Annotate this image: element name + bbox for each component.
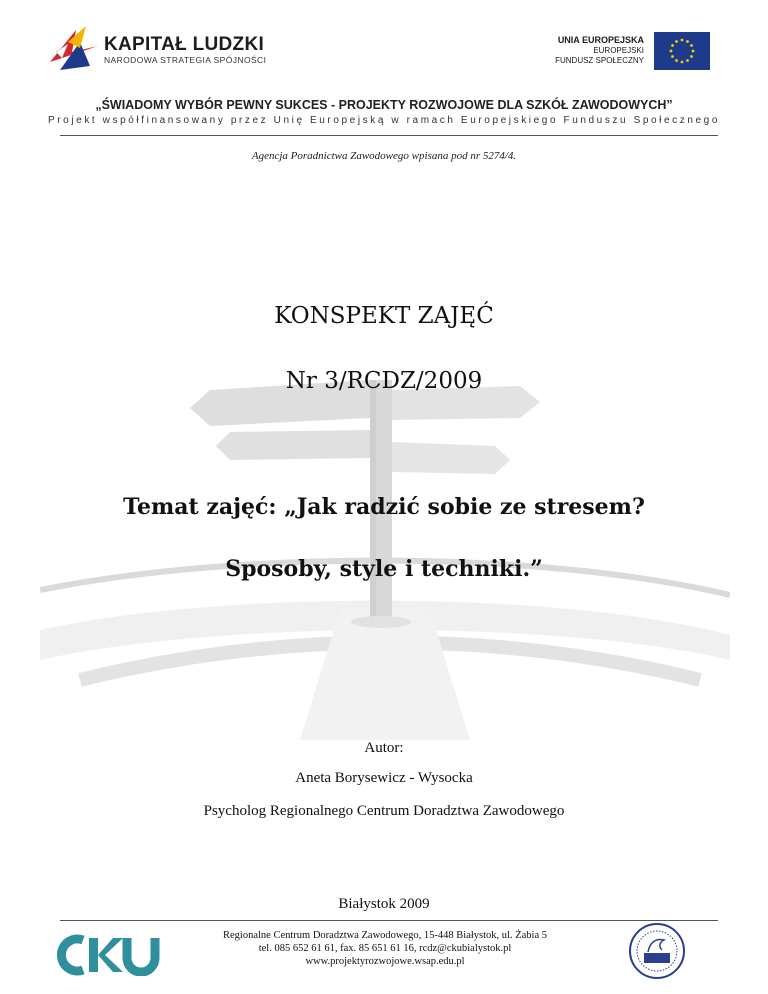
footer-contact: [170, 929, 600, 968]
header-divider: [60, 135, 718, 136]
cku-logo: [57, 934, 161, 976]
author-label: Autor:: [364, 740, 404, 756]
topic-line-2: Sposoby, style i techniki.”: [225, 556, 543, 582]
program-logo-title: KAPITAŁ LUDZKI: [104, 34, 265, 55]
document-title: KONSPEKT ZAJĘĆ: [274, 303, 494, 329]
author-role: Psycholog Regionalnego Centrum Doradztwa Zawodowego: [203, 803, 565, 819]
footer-phone-email: tel. 085 652 61 61, fax. 85 651 61 16, rcdz@ckubialystok.pl: [258, 943, 512, 954]
project-subtitle: Projekt współfinansowany przez Unię Europejską w ramach Europejskiego Funduszu Społecznego: [47, 115, 720, 126]
program-logo-subtitle: NARODOWA STRATEGIA SPÓJNOŚCI: [104, 55, 267, 65]
place-date: Białystok 2009: [338, 896, 430, 912]
wsap-seal-logo: [628, 922, 686, 980]
signpost-illustration: [40, 360, 730, 740]
footer-address: Regionalne Centrum Doradztwa Zawodowego, 15-448 Białystok, ul. Żabia 5: [223, 930, 547, 941]
footer-divider: [60, 920, 718, 921]
eu-title: UNIA EUROPEJSKA: [557, 35, 644, 45]
footer-website: www.projektyrozwojowe.wsap.edu.pl: [305, 956, 465, 967]
eu-subtitle-2: FUNDUSZ SPOŁECZNY: [555, 56, 644, 65]
author-name: Aneta Borysewicz - Wysocka: [295, 770, 473, 786]
eu-flag-icon: [654, 32, 710, 70]
project-title: „ŚWIADOMY WYBÓR PEWNY SUKCES - PROJEKTY ROZWOJOWE DLA SZKÓŁ ZAWODOWYCH”: [95, 98, 673, 112]
agency-note: Agencja Poradnictwa Zawodowego wpisana pod nr 5274/4.: [251, 150, 517, 162]
topic-line-1: Temat zajęć: „Jak radzić sobie ze stresem?: [123, 494, 645, 520]
eu-logo-text: [555, 35, 644, 66]
document-number: Nr 3/RCDZ/2009: [285, 368, 483, 394]
eu-subtitle-1: EUROPEJSKI: [593, 46, 644, 55]
